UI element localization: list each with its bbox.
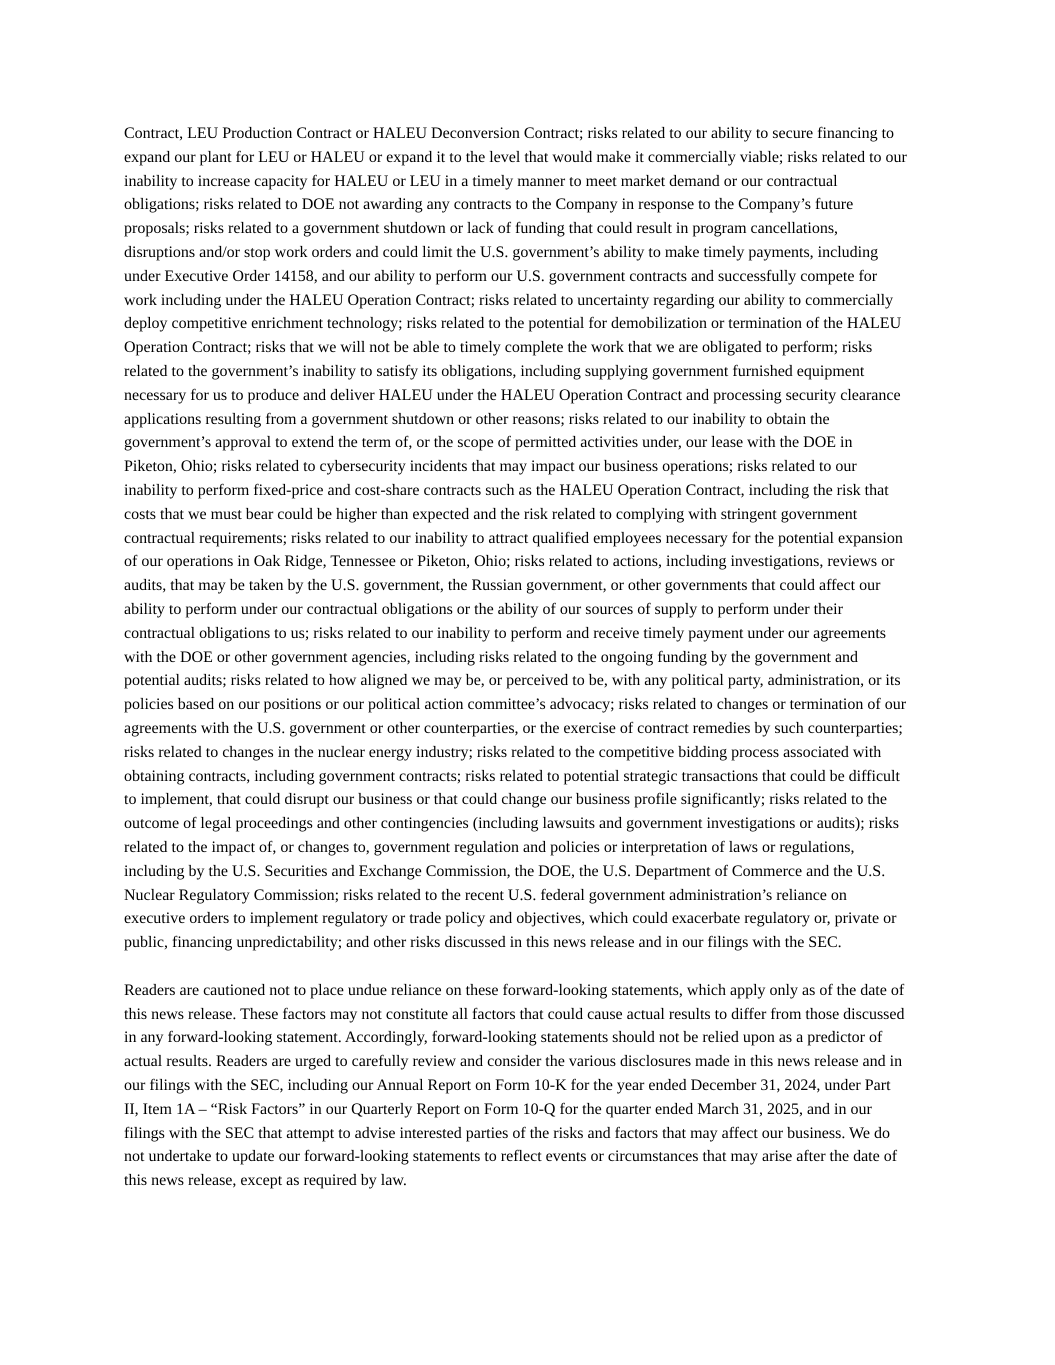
text-line: under Executive Order 14158, and our ability to perform our U.S. government contracts and successfully compete for	[124, 267, 878, 285]
document-page	[124, 122, 970, 1193]
risk-factors-paragraph	[124, 122, 970, 955]
text-line: agreements with the U.S. government or other counterparties, or the exercise of contract remedies by such counterparties;	[124, 719, 903, 737]
text-line: contractual obligations to us; risks related to our inability to perform and receive timely payment under our agreements	[124, 624, 886, 642]
text-line: II, Item 1A – “Risk Factors” in our Quarterly Report on Form 10-Q for the quarter ended March 31, 2025, and in our	[124, 1100, 872, 1118]
text-line: Nuclear Regulatory Commission; risks related to the recent U.S. federal government administration’s reliance on	[124, 886, 847, 904]
text-line: inability to increase capacity for HALEU or LEU in a timely manner to meet market demand or our contractual	[124, 172, 838, 190]
text-line: related to the impact of, or changes to, government regulation and policies or interpretation of laws or regulations,	[124, 838, 855, 856]
text-line: risks related to changes in the nuclear energy industry; risks related to the competitive bidding process associated with	[124, 743, 882, 761]
text-line: obligations; risks related to DOE not awarding any contracts to the Company in response to the Company’s future	[124, 196, 854, 214]
text-line: Piketon, Ohio; risks related to cybersecurity incidents that may impact our business operations; risks related to our	[124, 458, 857, 476]
text-line: in any forward-looking statement. Accordingly, forward-looking statements should not be relied upon as a predictor of	[124, 1029, 883, 1047]
text-line: potential audits; risks related to how aligned we may be, or perceived to be, with any political party, administration, or its	[124, 672, 901, 690]
text-line: obtaining contracts, including government contracts; risks related to potential strategic transactions that could be difficult	[124, 767, 900, 785]
text-line: to implement, that could disrupt our business or that could change our business profile significantly; risks related to the	[124, 791, 887, 809]
text-line: policies based on our positions or our political action committee’s advocacy; risks related to changes or termination of our	[124, 696, 907, 714]
text-line: Readers are cautioned not to place undue reliance on these forward-looking statements, which apply only as of the date of	[124, 981, 905, 999]
text-line: ability to perform under our contractual obligations or the ability of our sources of supply to perform under their	[124, 600, 843, 618]
text-line: actual results. Readers are urged to carefully review and consider the various disclosures made in this news release and in	[124, 1053, 903, 1071]
text-line: work including under the HALEU Operation Contract; risks related to uncertainty regarding our ability to commercially	[124, 291, 894, 309]
text-line: Contract, LEU Production Contract or HALEU Deconversion Contract; risks related to our ability to secure financing to	[124, 125, 895, 142]
text-line: this news release. These factors may not constitute all factors that could cause actual results to differ from those discussed	[124, 1005, 905, 1023]
text-line: applications resulting from a government shutdown or other reasons; risks related to our inability to obtain the	[124, 410, 830, 428]
text-line: with the DOE or other government agencies, including risks related to the ongoing funding by the government and	[124, 648, 859, 666]
text-line: filings with the SEC that attempt to advise interested parties of the risks and factors that may affect our business. We do	[124, 1124, 890, 1142]
text-line: our filings with the SEC, including our Annual Report on Form 10-K for the year ended December 31, 2024, under Part	[124, 1077, 891, 1095]
text-line: not undertake to update our forward-looking statements to reflect events or circumstances that may arise after the date of	[124, 1148, 898, 1166]
text-line: necessary for us to produce and deliver HALEU under the HALEU Operation Contract and processing security clearance	[124, 386, 901, 404]
text-line: costs that we must bear could be higher than expected and the risk related to complying with stringent government	[124, 505, 858, 523]
text-line: this news release, except as required by law.	[124, 1172, 407, 1190]
text-line: deploy competitive enrichment technology; risks related to the potential for demobilization or termination of the HALEU	[124, 315, 902, 333]
text-line: public, financing unpredictability; and other risks discussed in this news release and in our filings with the SEC.	[124, 934, 842, 952]
text-line: executive orders to implement regulatory or trade policy and objectives, which could exacerbate regulatory or, private or	[124, 910, 897, 928]
text-line: proposals; risks related to a government shutdown or lack of funding that could result in program cancellations,	[124, 220, 839, 238]
text-line: disruptions and/or stop work orders and could limit the U.S. government’s ability to make timely payments, including	[124, 243, 879, 261]
text-line: government’s approval to extend the term of, or the scope of permitted activities under, our lease with the DOE in	[124, 434, 853, 452]
text-line: outcome of legal proceedings and other contingencies (including lawsuits and government investigations or audits); risks	[124, 815, 899, 833]
text-line: inability to perform fixed-price and cost-share contracts such as the HALEU Operation Contract, including the risk that	[124, 481, 889, 499]
text-line: contractual requirements; risks related to our inability to attract qualified employees necessary for the potential expansion	[124, 529, 903, 547]
text-line: including by the U.S. Securities and Exchange Commission, the DOE, the U.S. Department of Commerce and the U.S.	[124, 862, 886, 880]
text-line: related to the government’s inability to satisfy its obligations, including supplying government furnished equipment	[124, 362, 865, 380]
text-line: expand our plant for LEU or HALEU or expand it to the level that would make it commercially viable; risks related to our	[124, 148, 907, 166]
readers-cautioned-paragraph	[124, 979, 970, 1193]
text-line: of our operations in Oak Ridge, Tennessee or Piketon, Ohio; risks related to actions, including investigations, reviews or	[124, 553, 895, 571]
text-line: Operation Contract; risks that we will not be able to timely complete the work that we are obligated to perform; risks	[124, 339, 873, 357]
text-line: audits, that may be taken by the U.S. government, the Russian government, or other governments that could affect our	[124, 577, 881, 595]
